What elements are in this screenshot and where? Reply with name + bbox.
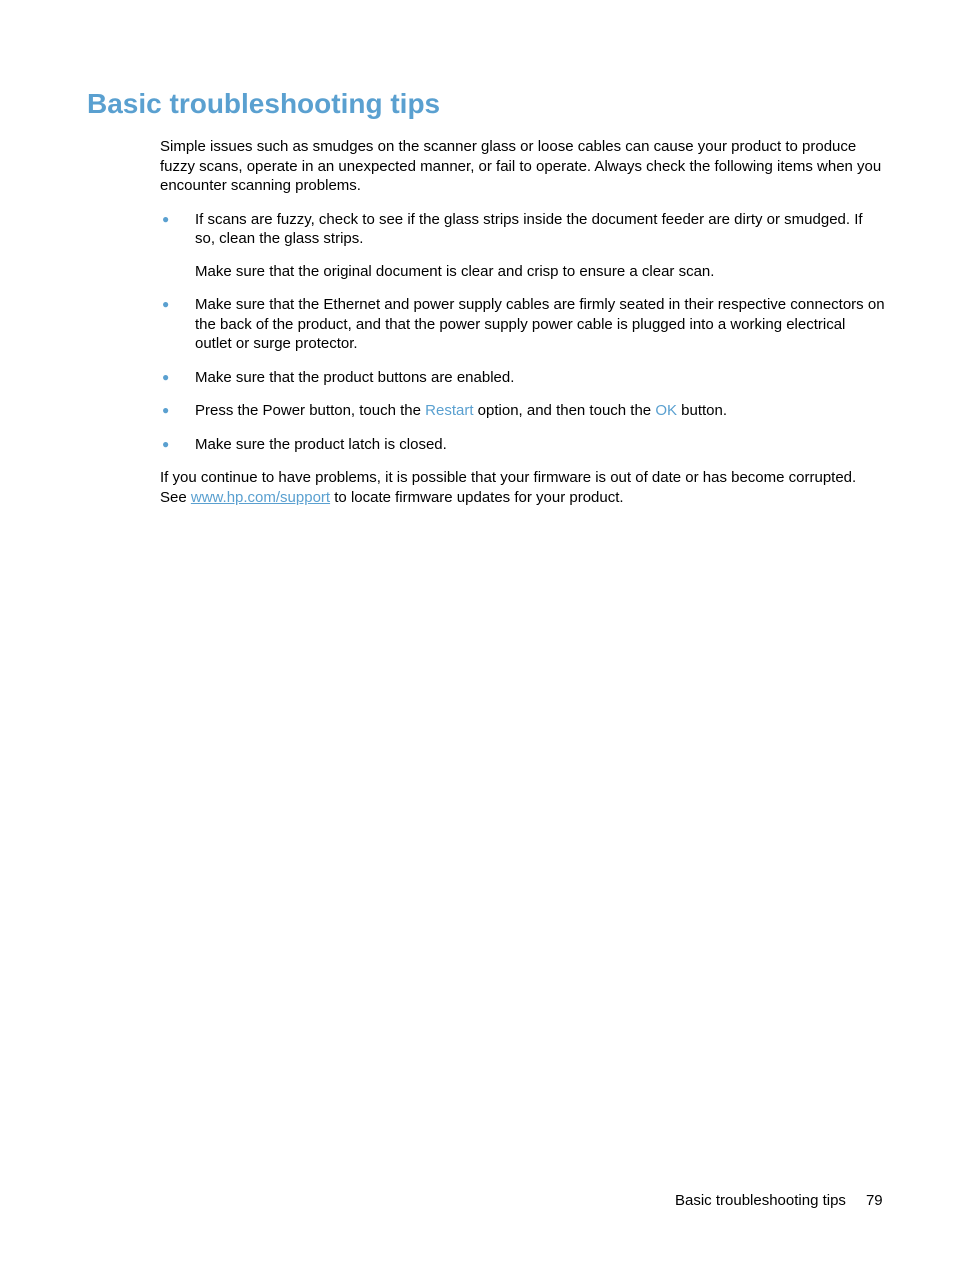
page-title: Basic troubleshooting tips [87,88,441,119]
support-link[interactable]: www.hp.com/support [190,488,331,506]
list-item [160,210,885,282]
bullet-icon: ● [162,211,170,226]
list-item [160,368,885,388]
list-item-text [195,402,727,419]
closing-text-part: If you continue to have problems, it is possible that your firmware is out of date or has become corrupted. See [160,469,857,506]
restart-option-label: Restart [425,402,474,419]
list-item-text: If scans are fuzzy, check to see if the glass strips inside the document feeder are dirty or smudged. If so, clean the glass strips. [195,210,863,247]
footer-section-title: Basic troubleshooting tips [675,1192,846,1209]
list-item-text-part: option, and then touch the [473,402,656,419]
list-item-text-part: button. [677,402,728,419]
bullet-icon: ● [162,369,170,384]
closing-paragraph [160,468,885,507]
page-footer [675,1192,883,1209]
main-content [160,137,885,507]
list-item-text: Make sure the product latch is closed. [195,435,447,453]
list-item-text: Make sure that the Ethernet and power supply cables are firmly seated in their respective connectors on the back of the product, and that the power supply power cable is plugged into a working electrical outlet or surge protector. [195,296,885,352]
tips-list [160,210,885,455]
list-item [160,401,885,421]
bullet-icon: ● [162,297,170,311]
list-item [160,295,885,354]
list-item-text-part: Press the Power button, touch the [195,402,426,419]
list-item [160,435,885,455]
list-item-text: Make sure that the product buttons are enabled. [195,368,515,386]
closing-text-part: to locate firmware updates for your product. [330,488,624,506]
list-item-subparagraph: Make sure that the original document is clear and crisp to ensure a clear scan. [195,262,715,280]
intro-paragraph: Simple issues such as smudges on the scanner glass or loose cables can cause your product to produce fuzzy scans, operate in an unexpected manner, or fail to operate. Always check the following items when you encounter scanning problems. [160,138,882,194]
page-number: 79 [865,1192,883,1209]
ok-button-label: OK [655,402,677,419]
bullet-icon: ● [162,403,170,417]
bullet-icon: ● [162,436,170,451]
